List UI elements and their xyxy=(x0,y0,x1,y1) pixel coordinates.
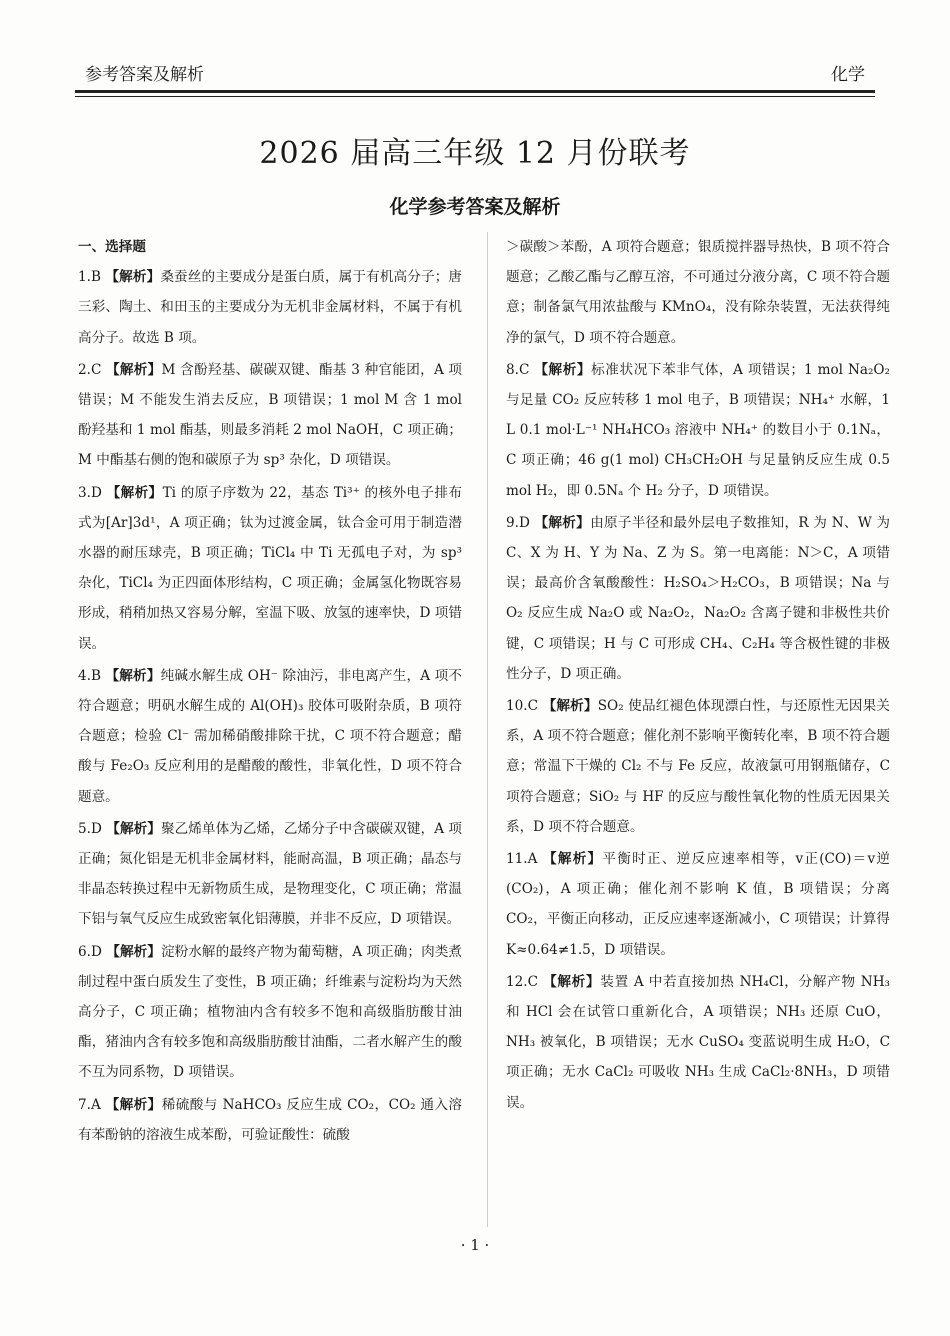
analysis-tag: 【解析】 xyxy=(105,667,161,684)
answer-text: 平衡时正、逆反应速率相等，v正(CO)＝v逆(CO₂)，A 项正确；催化剂不影响 K 值，B 项错误；分离 CO₂，平衡正向移动，正反应速率逐渐减小，C 项错误；计算得 K≈0.64≠1.5，D 项错误。 xyxy=(506,851,891,958)
section-title: 一、选择题 xyxy=(78,239,146,255)
answer-text: 纯碱水解生成 OH⁻ 除油污，非电离产生，A 项不符合题意；明矾水解生成的 Al(OH)₃ 胶体可吸附杂质，B 项符合题意；检验 Cl⁻ 需加稀硝酸排除干扰，C 项不符合题意；醋酸与 Fe₂O₃ 反应利用的是醋酸的酸性，非氧化性，D 项不符合题意。 xyxy=(78,667,462,805)
analysis-tag: 【解析】 xyxy=(105,269,161,286)
answer-item xyxy=(78,262,462,353)
answer-continuation: ＞碳酸＞苯酚，A 项符合题意；银质搅拌器导热快，B 项不符合题意；乙酸乙酯与乙醇互溶，不可通过分液分离，C 项不符合题意；制备氯气用浓盐酸与 KMnO₄，没有除杂装置，无法获得纯净的氯气，D 项不符合题意。 xyxy=(506,239,890,346)
answer-number: 1.B xyxy=(78,269,101,286)
answer-item xyxy=(506,508,890,689)
answer-item xyxy=(78,814,462,935)
answer-list-left xyxy=(78,262,462,1150)
analysis-tag: 【解析】 xyxy=(542,698,598,715)
answer-number: 5.D xyxy=(78,820,102,837)
answer-item xyxy=(506,844,890,965)
header-rule-thick xyxy=(75,90,875,93)
answer-number: 4.B xyxy=(78,667,101,684)
answer-item xyxy=(78,937,462,1088)
answer-item xyxy=(506,691,890,842)
answer-text: 装置 A 中若直接加热 NH₄Cl，分解产物 NH₃ 和 HCl 会在试管口重新化合，A 项错误；NH₃ 还原 CuO，NH₃ 被氧化，B 项错误；无水 CuSO₄ 变蓝说明生成 H₂O，C 项正确；无水 CaCl₂ 可吸收 NH₃ 生成 CaCl₂·8NH₃，D 项错误。 xyxy=(506,973,891,1111)
answer-text: M 含酚羟基、碳碳双键、酯基 3 种官能团，A 项错误；M 不能发生消去反应，B 项错误；1 mol M 含 1 mol 酚羟基和 1 mol 酯基，则最多消耗 2 mol NaOH，C 项正确；M 中酯基右侧的饱和碳原子为 sp³ 杂化，D 项错误。 xyxy=(78,361,463,469)
answer-number: 9.D xyxy=(506,514,530,531)
answer-item xyxy=(78,355,462,476)
analysis-tag: 【解析】 xyxy=(543,851,603,868)
analysis-tag: 【解析】 xyxy=(534,361,592,378)
analysis-tag: 【解析】 xyxy=(105,1096,162,1113)
analysis-tag: 【解析】 xyxy=(106,943,161,960)
answer-number: 7.A xyxy=(78,1096,101,1113)
answer-number: 3.D xyxy=(78,484,102,501)
header-left-text: 参考答案及解析 xyxy=(85,65,204,85)
document-subtitle: 化学参考答案及解析 xyxy=(389,196,561,218)
answer-number: 8.C xyxy=(506,361,530,378)
answer-text: SO₂ 使品红褪色体现漂白性，与还原性无因果关系，A 项不符合题意；催化剂不影响平衡转化率，B 项不符合题意；常温下干燥的 Cl₂ 不与 Fe 反应，故液氯可用钢瓶储存，C 项符合题意；SiO₂ 与 HF 的反应与酸性氧化物的性质无因果关系，D 项不符合题意。 xyxy=(506,698,891,835)
answer-number: 10.C xyxy=(506,698,539,715)
document-title: 2026 届高三年级 12 月份联考 xyxy=(259,136,691,171)
answer-item xyxy=(506,355,890,506)
page-number: · 1 · xyxy=(460,1236,490,1254)
column-divider xyxy=(487,232,488,1227)
answer-item xyxy=(506,967,890,1118)
answer-number: 2.C xyxy=(78,361,102,378)
answer-item xyxy=(78,478,462,659)
answer-list-right xyxy=(506,355,890,1118)
analysis-tag: 【解析】 xyxy=(543,973,601,990)
answer-number: 11.A xyxy=(506,851,538,868)
header-subject: 化学 xyxy=(831,65,865,85)
page-header xyxy=(75,58,875,88)
answer-text: 桑蚕丝的主要成分是蛋白质，属于有机高分子；唐三彩、陶土、和田玉的主要成分为无机非金属材料，不属于有机高分子。故选 B 项。 xyxy=(78,269,463,346)
answer-item xyxy=(78,661,462,812)
left-column xyxy=(78,232,462,1152)
answer-text: Ti 的原子序数为 22，基态 Ti³⁺ 的核外电子排布式为[Ar]3d¹，A 项正确；钛为过渡金属，钛合金可用于制造潜水器的耐压球壳，B 项正确；TiCl₄ 中 Ti 无孤电子对，为 sp³ 杂化，TiCl₄ 为正四面体形结构，C 项正确；金属氢化物既容易形成，稍稍加热又容易分解，室温下吸、放氢的速率快，D 项错误。 xyxy=(78,484,462,652)
answer-text: 稀硫酸与 NaHCO₃ 反应生成 CO₂，CO₂ 通入溶有苯酚钠的溶液生成苯酚，可验证酸性：硫酸 xyxy=(78,1096,462,1143)
header-rule-thin xyxy=(75,96,875,97)
answer-number: 6.D xyxy=(78,943,102,960)
right-column xyxy=(506,232,890,1120)
analysis-tag: 【解析】 xyxy=(106,484,163,501)
answer-number: 12.C xyxy=(506,973,539,990)
answer-text: 标准状况下苯非气体，A 项错误；1 mol Na₂O₂ 与足量 CO₂ 反应转移 1 mol 电子，B 项错误；NH₄⁺ 水解，1 L 0.1 mol·L⁻¹ NH₄HCO₃ 溶液中 NH₄⁺ 的数目小于 0.1Nₐ，C 项正确；46 g(1 mol) CH₃CH₂OH 与足量钠反应生成 0.5 mol H₂，即 0.5Nₐ 个 H₂ 分子，D 项错误。 xyxy=(506,361,890,499)
answer-text: 淀粉水解的最终产物为葡萄糖，A 项正确；肉类煮制过程中蛋白质发生了变性，B 项正确；纤维素与淀粉均为天然高分子，C 项正确；植物油内含有较多不饱和高级脂肪酸甘油酯，猪油内含有较多饱和高级脂肪酸甘油酯，二者水解产生的酸不互为同系物，D 项错误。 xyxy=(78,943,463,1081)
answer-item xyxy=(78,1090,462,1150)
answer-text: 由原子半径和最外层电子数推知，R 为 N、W 为 C、X 为 H、Y 为 Na、Z 为 S。第一电离能：N＞C，A 项错误；最高价含氧酸酸性：H₂SO₄＞H₂CO₃，B 项错误；Na 与 O₂ 反应生成 Na₂O 或 Na₂O₂，Na₂O₂ 含离子键和非极性共价键，C 项错误；H 与 C 可形成 CH₄、C₂H₄ 等含极性键的非极性分子，D 项正确。 xyxy=(506,514,890,682)
answer-text: 聚乙烯单体为乙烯，乙烯分子中含碳碳双键，A 项正确；氮化铝是无机非金属材料，能耐高温，B 项正确；晶态与非晶态转换过程中无新物质生成，是物理变化，C 项正确；常温下铝与氧气反应生成致密氧化铝薄膜，并非不反应，D 项错误。 xyxy=(78,820,463,928)
analysis-tag: 【解析】 xyxy=(106,361,162,378)
analysis-tag: 【解析】 xyxy=(534,514,591,531)
analysis-tag: 【解析】 xyxy=(106,820,161,837)
